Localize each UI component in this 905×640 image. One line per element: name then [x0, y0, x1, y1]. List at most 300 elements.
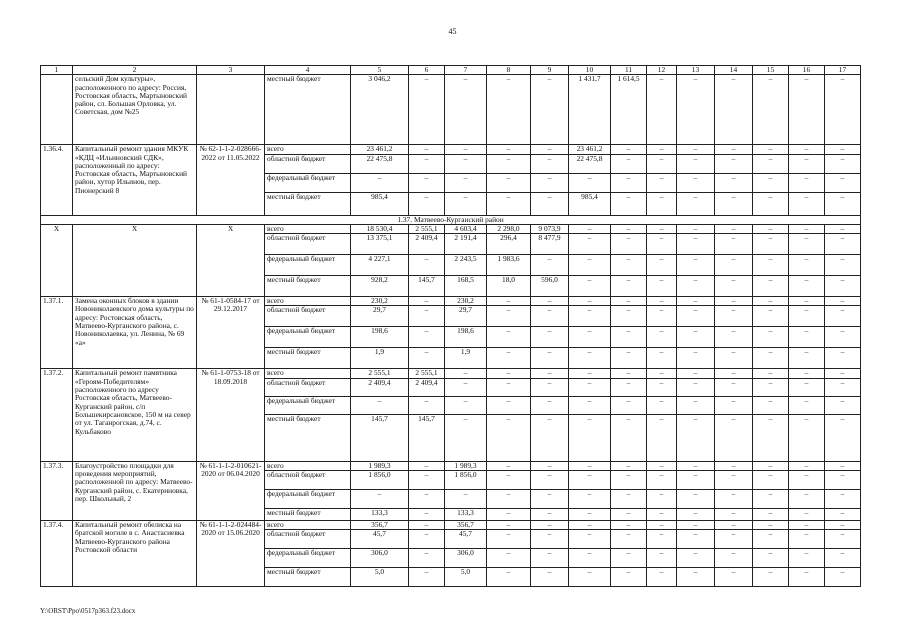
value-cell: – — [531, 255, 569, 276]
value-cell: – — [647, 234, 677, 255]
value-cell: – — [715, 145, 753, 154]
value-cell: 29,7 — [445, 306, 487, 327]
value-cell: 2 409,4 — [409, 234, 445, 255]
value-cell: – — [445, 154, 487, 173]
value-cell: – — [487, 327, 531, 348]
value-cell: – — [647, 192, 677, 215]
value-cell: – — [825, 414, 861, 461]
object-name: Капитальный ремонт здания МКУК «КДЦ «Ильиновский СДК», расположенный по адресу: Ростовская область, Мартыновский район, хутор Ильинов, пер. Пионерский 8 — [73, 145, 197, 215]
value-cell: – — [753, 530, 789, 549]
value-cell: – — [789, 327, 825, 348]
value-cell: – — [611, 549, 647, 568]
value-cell: – — [789, 549, 825, 568]
value-cell: 23 461,2 — [569, 145, 611, 154]
value-cell: – — [677, 192, 715, 215]
value-cell: 2 243,5 — [445, 255, 487, 276]
value-cell: – — [789, 378, 825, 396]
object-name: Благоустройство площадки для проведения мероприятий, расположенной по адресу: Матвеево-Курганский район, с. Екатериновка, пер. Школьный, 2 — [73, 461, 197, 520]
funding-type: областной бюджет — [265, 378, 351, 396]
value-cell: – — [611, 297, 647, 306]
value-cell: – — [753, 154, 789, 173]
value-cell: 306,0 — [445, 549, 487, 568]
value-cell: – — [647, 276, 677, 297]
value-cell: – — [611, 369, 647, 378]
value-cell: – — [647, 297, 677, 306]
value-cell: – — [409, 521, 445, 530]
value-cell: – — [445, 414, 487, 461]
value-cell: – — [409, 192, 445, 215]
section-row — [41, 215, 861, 224]
value-cell: 1 431,7 — [569, 75, 611, 145]
value-cell: – — [531, 173, 569, 192]
value-cell: – — [753, 461, 789, 470]
value-cell: 5,0 — [351, 568, 409, 587]
column-number: 14 — [715, 66, 753, 75]
value-cell: – — [789, 369, 825, 378]
column-number: 3 — [197, 66, 265, 75]
value-cell: – — [677, 145, 715, 154]
value-cell: 4 603,4 — [445, 224, 487, 233]
funding-type: всего — [265, 145, 351, 154]
value-cell: – — [487, 414, 531, 461]
value-cell: 1,9 — [445, 348, 487, 369]
value-cell: – — [409, 396, 445, 414]
value-cell: – — [531, 396, 569, 414]
value-cell: – — [487, 145, 531, 154]
value-cell: – — [715, 75, 753, 145]
funding-type: областной бюджет — [265, 306, 351, 327]
value-cell: – — [611, 255, 647, 276]
column-number: 10 — [569, 66, 611, 75]
value-cell: – — [409, 75, 445, 145]
value-cell: – — [789, 530, 825, 549]
value-cell: – — [487, 378, 531, 396]
value-cell: 928,2 — [351, 276, 409, 297]
value-cell: – — [789, 396, 825, 414]
budget-table — [40, 65, 861, 587]
value-cell: – — [409, 297, 445, 306]
value-cell: – — [753, 145, 789, 154]
value-cell: – — [569, 549, 611, 568]
value-cell: – — [647, 461, 677, 470]
value-cell: – — [445, 396, 487, 414]
funding-type: всего — [265, 224, 351, 233]
value-cell: – — [677, 234, 715, 255]
document-ref: № 61-1-0753-18 от 18.09.2018 — [197, 369, 265, 461]
value-cell: – — [677, 490, 715, 509]
value-cell: – — [753, 396, 789, 414]
value-cell: – — [789, 234, 825, 255]
value-cell: – — [789, 75, 825, 145]
value-cell: – — [715, 369, 753, 378]
value-cell: 23 461,2 — [351, 145, 409, 154]
value-cell: 230,2 — [445, 297, 487, 306]
value-cell: – — [647, 471, 677, 490]
value-cell: – — [647, 530, 677, 549]
value-cell: – — [825, 530, 861, 549]
value-cell: – — [753, 75, 789, 145]
value-cell: – — [569, 234, 611, 255]
value-cell: – — [753, 255, 789, 276]
value-cell: 1 983,6 — [487, 255, 531, 276]
object-name: Замена оконных блоков в здании Новониколаевского дома культуры по адресу: Ростовская область, Матвеево-Курганского района, с. Новониколаевка, ул. Ленина, № 69 «а» — [73, 297, 197, 369]
value-cell: – — [825, 461, 861, 470]
value-cell: – — [789, 521, 825, 530]
value-cell: 198,6 — [351, 327, 409, 348]
value-cell: – — [677, 369, 715, 378]
object-name: Капитальный ремонт обелиска на братской могиле в с. Анастасиевка Матвеево-Курганского района Ростовской области — [73, 521, 197, 587]
value-cell: 2 191,4 — [445, 234, 487, 255]
value-cell: 8 477,9 — [531, 234, 569, 255]
item-number: 1.37.3. — [41, 461, 73, 520]
value-cell: – — [789, 154, 825, 173]
value-cell: – — [677, 224, 715, 233]
value-cell: – — [351, 490, 409, 509]
value-cell: 2 409,4 — [409, 378, 445, 396]
value-cell: – — [715, 276, 753, 297]
value-cell: – — [825, 521, 861, 530]
value-cell: – — [531, 369, 569, 378]
table-row — [41, 461, 861, 470]
document-ref: № 61-1-0584-17 от 29.12.2017 — [197, 297, 265, 369]
column-number: 12 — [647, 66, 677, 75]
value-cell: 133,3 — [445, 509, 487, 521]
value-cell: – — [753, 297, 789, 306]
value-cell: – — [677, 75, 715, 145]
value-cell: – — [677, 255, 715, 276]
value-cell: – — [351, 173, 409, 192]
value-cell: – — [611, 348, 647, 369]
value-cell: – — [789, 471, 825, 490]
value-cell: – — [825, 306, 861, 327]
value-cell: – — [487, 369, 531, 378]
value-cell: – — [753, 490, 789, 509]
value-cell: – — [531, 378, 569, 396]
funding-type: федеральный бюджет — [265, 173, 351, 192]
value-cell: – — [647, 396, 677, 414]
value-cell: – — [569, 369, 611, 378]
value-cell: – — [531, 306, 569, 327]
value-cell: – — [487, 521, 531, 530]
value-cell: 985,4 — [569, 192, 611, 215]
funding-type: областной бюджет — [265, 154, 351, 173]
value-cell: – — [789, 348, 825, 369]
value-cell: 4 227,1 — [351, 255, 409, 276]
value-cell: – — [753, 568, 789, 587]
column-number: 5 — [351, 66, 409, 75]
value-cell: – — [825, 224, 861, 233]
value-cell: 145,7 — [351, 414, 409, 461]
section-title: 1.37. Матвеево-Курганский район — [41, 215, 861, 224]
value-cell: – — [715, 521, 753, 530]
value-cell: – — [825, 348, 861, 369]
value-cell: – — [445, 145, 487, 154]
value-cell: – — [647, 224, 677, 233]
value-cell: – — [825, 378, 861, 396]
value-cell: – — [789, 461, 825, 470]
value-cell: – — [825, 490, 861, 509]
document-ref: Х — [197, 224, 265, 296]
value-cell: 145,7 — [409, 414, 445, 461]
value-cell: – — [611, 192, 647, 215]
column-number: 17 — [825, 66, 861, 75]
value-cell: – — [569, 461, 611, 470]
value-cell: – — [753, 348, 789, 369]
value-cell: – — [647, 490, 677, 509]
value-cell: – — [753, 234, 789, 255]
value-cell: – — [789, 224, 825, 233]
value-cell: – — [677, 327, 715, 348]
value-cell: – — [715, 549, 753, 568]
value-cell: – — [677, 396, 715, 414]
value-cell: – — [409, 461, 445, 470]
value-cell: – — [647, 154, 677, 173]
value-cell: 356,7 — [445, 521, 487, 530]
value-cell: – — [825, 173, 861, 192]
value-cell: – — [409, 173, 445, 192]
value-cell: – — [825, 471, 861, 490]
value-cell: – — [677, 173, 715, 192]
value-cell: – — [715, 414, 753, 461]
value-cell: – — [715, 509, 753, 521]
value-cell: – — [715, 348, 753, 369]
value-cell: – — [677, 509, 715, 521]
value-cell: – — [531, 521, 569, 530]
header-row — [41, 66, 861, 75]
funding-type: местный бюджет — [265, 509, 351, 521]
value-cell: – — [789, 490, 825, 509]
value-cell: 1 989,3 — [445, 461, 487, 470]
funding-type: местный бюджет — [265, 192, 351, 215]
value-cell: – — [753, 192, 789, 215]
value-cell: – — [789, 509, 825, 521]
object-name: Х — [73, 224, 197, 296]
value-cell: – — [753, 173, 789, 192]
value-cell: – — [445, 173, 487, 192]
value-cell: – — [531, 549, 569, 568]
value-cell: – — [487, 530, 531, 549]
value-cell: 1 856,0 — [351, 471, 409, 490]
value-cell: – — [569, 521, 611, 530]
value-cell: – — [409, 530, 445, 549]
value-cell: – — [825, 568, 861, 587]
table-row — [41, 297, 861, 306]
item-number: 1.36.4. — [41, 145, 73, 215]
value-cell: – — [611, 568, 647, 587]
value-cell: – — [409, 154, 445, 173]
value-cell: – — [647, 521, 677, 530]
value-cell: – — [647, 414, 677, 461]
column-number: 9 — [531, 66, 569, 75]
value-cell: – — [409, 145, 445, 154]
value-cell: – — [677, 461, 715, 470]
value-cell: – — [647, 255, 677, 276]
column-number: 13 — [677, 66, 715, 75]
funding-type: областной бюджет — [265, 234, 351, 255]
value-cell: – — [753, 509, 789, 521]
value-cell: – — [409, 490, 445, 509]
value-cell: 296,4 — [487, 234, 531, 255]
value-cell: – — [753, 521, 789, 530]
value-cell: – — [825, 276, 861, 297]
value-cell: – — [569, 530, 611, 549]
value-cell: – — [531, 154, 569, 173]
value-cell: – — [611, 509, 647, 521]
value-cell: – — [715, 568, 753, 587]
value-cell: 45,7 — [445, 530, 487, 549]
value-cell: – — [611, 471, 647, 490]
value-cell: – — [611, 490, 647, 509]
value-cell: – — [647, 378, 677, 396]
value-cell: – — [487, 509, 531, 521]
value-cell: – — [677, 378, 715, 396]
value-cell: 133,3 — [351, 509, 409, 521]
value-cell: – — [487, 396, 531, 414]
item-number: 1.37.1. — [41, 297, 73, 369]
column-number: 15 — [753, 66, 789, 75]
column-number: 11 — [611, 66, 647, 75]
value-cell: 985,4 — [351, 192, 409, 215]
value-cell: 9 073,9 — [531, 224, 569, 233]
value-cell: – — [531, 461, 569, 470]
value-cell: – — [531, 192, 569, 215]
table-row — [41, 224, 861, 233]
value-cell: – — [789, 414, 825, 461]
value-cell: 1 614,5 — [611, 75, 647, 145]
value-cell: – — [753, 224, 789, 233]
value-cell: 356,7 — [351, 521, 409, 530]
value-cell: – — [487, 471, 531, 490]
value-cell: – — [715, 173, 753, 192]
value-cell: – — [445, 369, 487, 378]
column-number: 8 — [487, 66, 531, 75]
object-name: Капитальный ремонт памятника «Героям-Победителям» расположенного по адресу Ростовская область, Матвеево-Курганский район, с/п Большекирсановское, 150 м на север от ул. Таганрогская, д.74, с. Кульбаково — [73, 369, 197, 461]
value-cell: – — [715, 224, 753, 233]
value-cell: – — [789, 145, 825, 154]
value-cell: – — [611, 396, 647, 414]
value-cell: – — [487, 549, 531, 568]
value-cell: 2 555,1 — [409, 224, 445, 233]
value-cell: – — [487, 75, 531, 145]
value-cell: – — [611, 234, 647, 255]
value-cell: – — [825, 509, 861, 521]
value-cell: – — [789, 568, 825, 587]
funding-type: всего — [265, 521, 351, 530]
value-cell: – — [715, 297, 753, 306]
value-cell: – — [789, 255, 825, 276]
value-cell: – — [753, 327, 789, 348]
value-cell: – — [569, 471, 611, 490]
value-cell: – — [825, 549, 861, 568]
value-cell: 1 856,0 — [445, 471, 487, 490]
value-cell: – — [611, 306, 647, 327]
value-cell: – — [409, 568, 445, 587]
funding-type: областной бюджет — [265, 471, 351, 490]
value-cell: – — [715, 327, 753, 348]
value-cell: – — [569, 348, 611, 369]
table-row — [41, 145, 861, 154]
funding-type: местный бюджет — [265, 414, 351, 461]
value-cell: – — [531, 297, 569, 306]
value-cell: – — [569, 509, 611, 521]
value-cell: – — [611, 276, 647, 297]
value-cell: – — [531, 471, 569, 490]
value-cell: – — [531, 509, 569, 521]
value-cell: – — [487, 490, 531, 509]
value-cell: – — [409, 255, 445, 276]
value-cell: 5,0 — [445, 568, 487, 587]
funding-type: всего — [265, 297, 351, 306]
value-cell: – — [753, 549, 789, 568]
value-cell: 145,7 — [409, 276, 445, 297]
value-cell: – — [825, 396, 861, 414]
value-cell: – — [715, 234, 753, 255]
value-cell: – — [677, 297, 715, 306]
object-name: сельский Дом культуры», расположенного по адресу: Россия, Ростовская область, Мартыновский район, сл. Большая Орловка, ул. Советская, дом №25 — [73, 75, 197, 145]
value-cell: 45,7 — [351, 530, 409, 549]
column-number: 4 — [265, 66, 351, 75]
value-cell: – — [611, 414, 647, 461]
value-cell: – — [409, 327, 445, 348]
value-cell: 1 989,3 — [351, 461, 409, 470]
value-cell: – — [569, 306, 611, 327]
value-cell: – — [569, 378, 611, 396]
value-cell: 2 298,0 — [487, 224, 531, 233]
value-cell: – — [677, 348, 715, 369]
value-cell: – — [569, 568, 611, 587]
value-cell: – — [647, 348, 677, 369]
value-cell: 22 475,8 — [351, 154, 409, 173]
value-cell: – — [531, 530, 569, 549]
value-cell: – — [569, 490, 611, 509]
value-cell: – — [715, 154, 753, 173]
value-cell: – — [647, 568, 677, 587]
value-cell: – — [677, 276, 715, 297]
value-cell: – — [825, 75, 861, 145]
value-cell: – — [677, 154, 715, 173]
value-cell: – — [715, 530, 753, 549]
value-cell: – — [647, 75, 677, 145]
value-cell: – — [409, 549, 445, 568]
value-cell: – — [677, 414, 715, 461]
footer-file-path: Y:\ORST\Ppo\0517p363.f23.docx — [40, 607, 136, 615]
value-cell: 168,5 — [445, 276, 487, 297]
funding-type: федеральный бюджет — [265, 490, 351, 509]
value-cell: – — [531, 327, 569, 348]
value-cell: – — [677, 549, 715, 568]
funding-type: федеральный бюджет — [265, 396, 351, 414]
value-cell: – — [611, 154, 647, 173]
value-cell: 198,6 — [445, 327, 487, 348]
document-ref — [197, 75, 265, 145]
value-cell: 18 530,4 — [351, 224, 409, 233]
funding-type: местный бюджет — [265, 348, 351, 369]
value-cell: – — [569, 255, 611, 276]
value-cell: – — [531, 490, 569, 509]
value-cell: – — [677, 306, 715, 327]
value-cell: – — [531, 568, 569, 587]
value-cell: – — [487, 306, 531, 327]
value-cell: – — [611, 327, 647, 348]
value-cell: – — [611, 530, 647, 549]
value-cell: – — [487, 568, 531, 587]
value-cell: – — [715, 192, 753, 215]
value-cell: 1,9 — [351, 348, 409, 369]
value-cell: – — [611, 461, 647, 470]
value-cell: – — [647, 327, 677, 348]
column-number: 2 — [73, 66, 197, 75]
value-cell: – — [531, 348, 569, 369]
